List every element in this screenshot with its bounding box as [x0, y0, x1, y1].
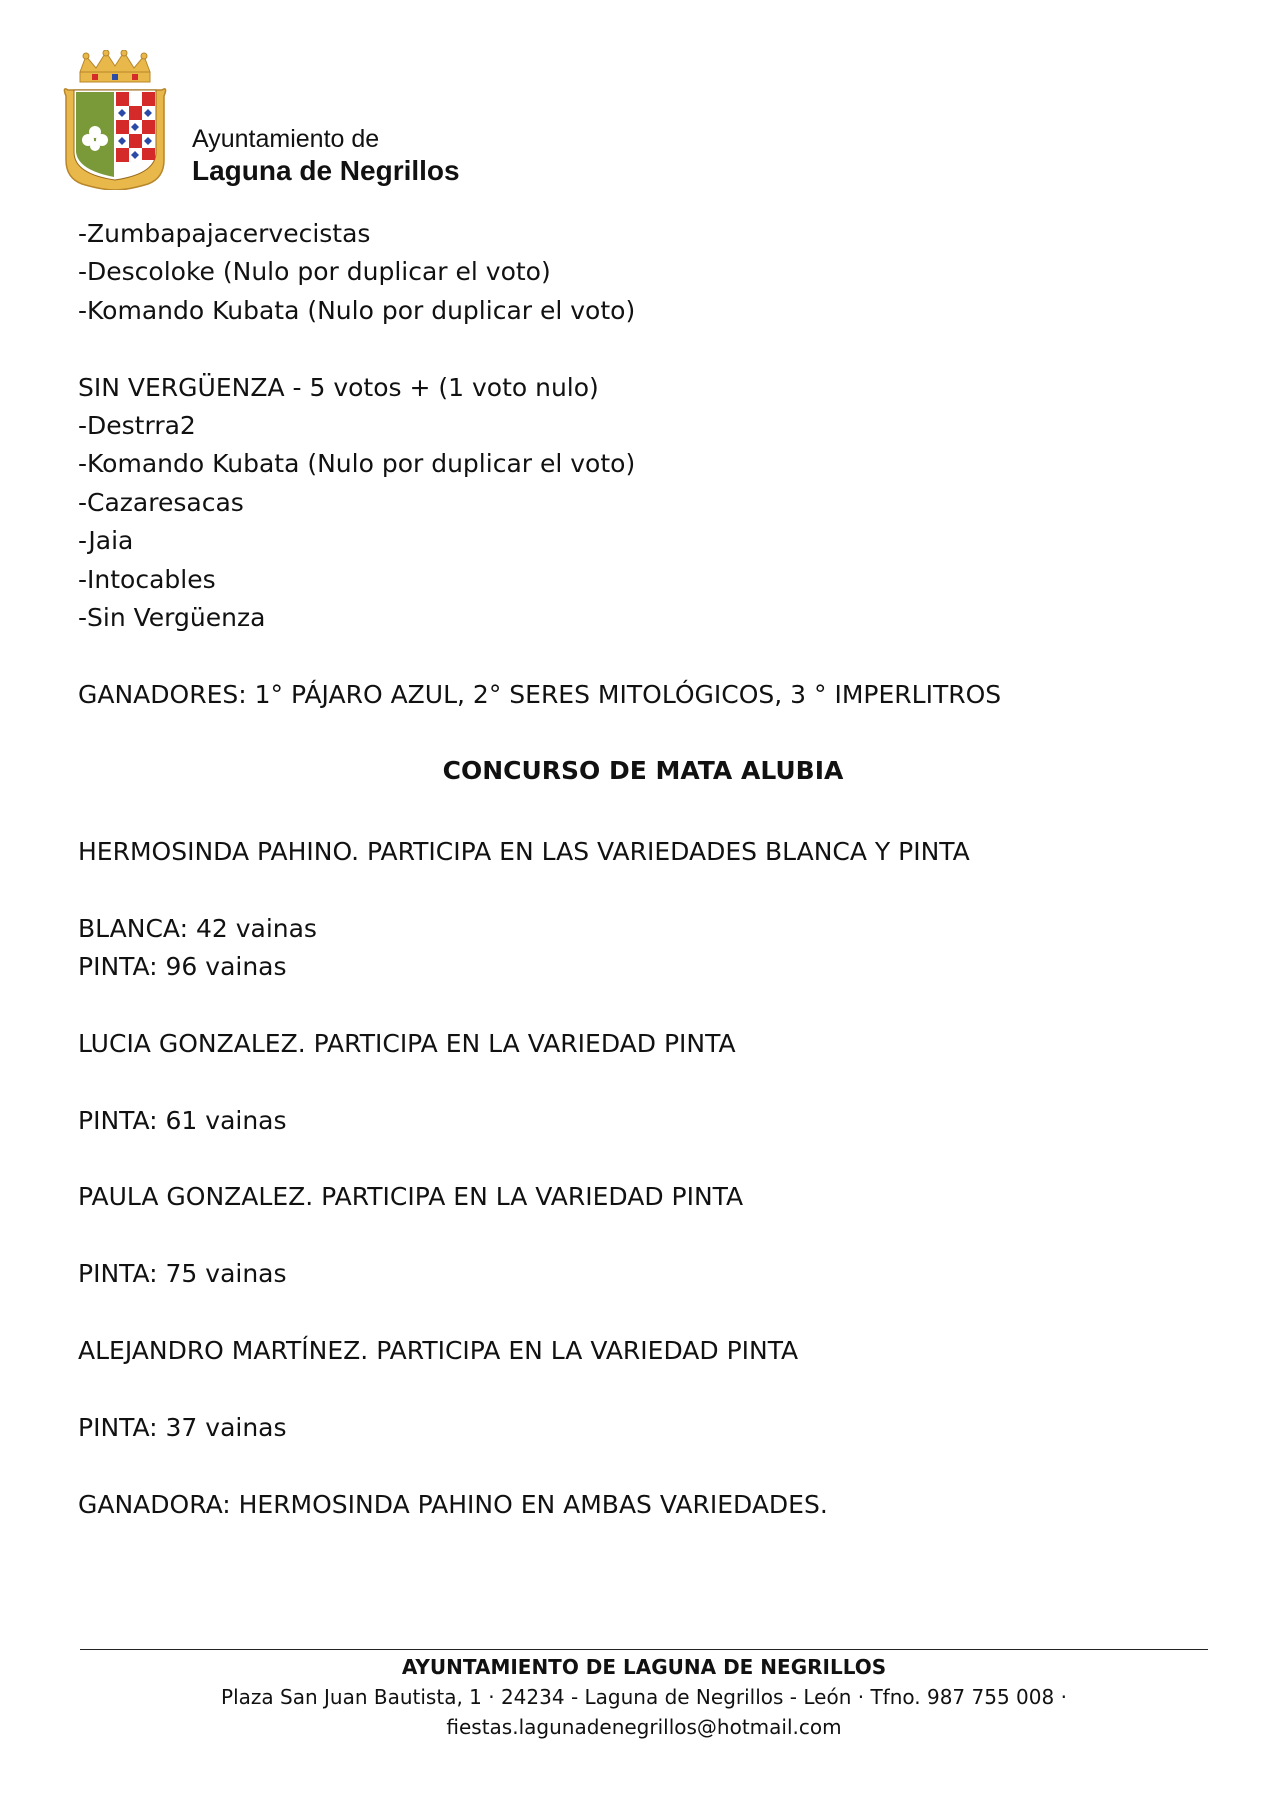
result-line: PINTA: 96 vainas [78, 952, 287, 982]
footer-address: Plaza San Juan Bautista, 1 · 24234 - Laguna de Negrillos - León · Tfno. 987 755 008 · [221, 1685, 1067, 1709]
winners-line: GANADORES: 1° PÁJARO AZUL, 2° SERES MITOLÓGICOS, 3 ° IMPERLITROS [78, 679, 1002, 709]
participant-line: LUCIA GONZALEZ. PARTICIPA EN LA VARIEDAD PINTA [78, 1028, 736, 1058]
result-line: PINTA: 61 vainas [78, 1105, 287, 1135]
list-item: -Destrra2 [78, 410, 196, 440]
list-item: -Descoloke (Nulo por duplicar el voto) [78, 257, 551, 287]
organization-name: Laguna de Negrillos [192, 155, 460, 186]
list-item: -Komando Kubata (Nulo por duplicar el voto) [78, 295, 636, 325]
organization-name-block [192, 124, 460, 188]
list-item: -Komando Kubata (Nulo por duplicar el voto) [78, 449, 636, 479]
participant-line: ALEJANDRO MARTÍNEZ. PARTICIPA EN LA VARIEDAD PINTA [78, 1335, 799, 1365]
list-item: -Intocables [78, 564, 216, 594]
group-title: SIN VERGÜENZA - 5 votos + (1 voto nulo) [78, 372, 599, 402]
participant-line: PAULA GONZALEZ. PARTICIPA EN LA VARIEDAD PINTA [78, 1182, 744, 1212]
list-item: -Cazaresacas [78, 487, 244, 517]
organization-prefix: Ayuntamiento de [192, 125, 380, 153]
list-item: -Zumbapajacervecistas [78, 219, 371, 248]
result-line: PINTA: 37 vainas [78, 1412, 287, 1442]
footer-email: fiestas.lagunadenegrillos@hotmail.com [446, 1715, 842, 1739]
letterhead [62, 50, 662, 190]
coat-of-arms-icon [62, 50, 168, 190]
list-item: -Jaia [78, 526, 134, 556]
footer [80, 1652, 1208, 1742]
footer-divider [80, 1649, 1208, 1650]
result-line: BLANCA: 42 vainas [78, 913, 317, 943]
document-body [78, 215, 1208, 1524]
list-item: -Sin Vergüenza [78, 602, 266, 632]
result-line: PINTA: 75 vainas [78, 1259, 287, 1289]
footer-title: AYUNTAMIENTO DE LAGUNA DE NEGRILLOS [401, 1655, 887, 1679]
participant-line: HERMOSINDA PAHINO. PARTICIPA EN LAS VARIEDADES BLANCA Y PINTA [78, 836, 970, 866]
section-heading: CONCURSO DE MATA ALUBIA [442, 756, 844, 786]
final-winner-line: GANADORA: HERMOSINDA PAHINO EN AMBAS VARIEDADES. [78, 1489, 828, 1519]
